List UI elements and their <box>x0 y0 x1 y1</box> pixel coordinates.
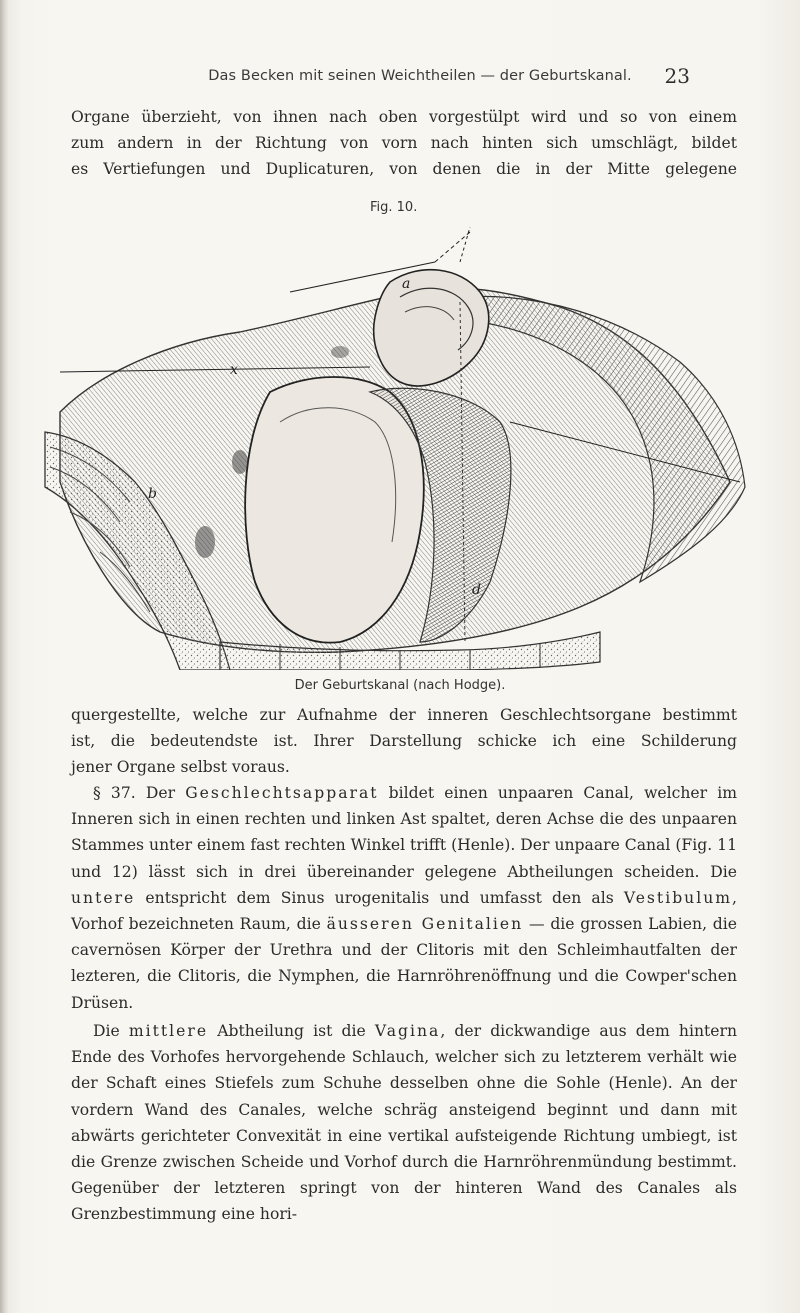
text-run: , der dickwandige aus dem hintern Ende des Vorhofes hervorgehende Schlauch, welcher sich zu letzterem verhält wie der Schaft eines Stiefels zum Schuhe desselben ohne die Sohle (Henle). An der vordern Wand des Canales, welche schräg ansteigend beginnt und dann mit abwärts gerichteter Convexität in eine vertikal aufsteigende Richtung umbiegt, ist die Grenze zwischen Scheide und Vorhof durch die Harnröhrenmündung bestimmt. Gegenüber der letzteren springt von der hinteren Wand des Canales als Grenzbestimmung eine hori- <box>71 1022 737 1224</box>
text-run: , Vorhof bezeichneten Raum, die <box>71 888 737 934</box>
emphasized-term: Vagina <box>374 1022 441 1040</box>
text-line: Organe überzieht, von ihnen nach oben vorgestülpt wird und so von einem <box>71 108 737 126</box>
label-x: x <box>230 362 238 378</box>
label-b: b <box>148 486 157 502</box>
emphasized-term: Vestibulum <box>623 888 733 907</box>
paragraph-continued <box>71 702 737 781</box>
text-run: § 37. Der <box>93 784 186 802</box>
emphasized-term: Geschlechtsapparat <box>185 784 379 802</box>
page-number: 23 <box>664 64 690 88</box>
text-run: Die <box>93 1022 129 1040</box>
emphasized-term: mittlere <box>128 1022 209 1040</box>
text-run: bildet einen unpaaren Canal, welcher im Inneren sich in einen rechten und linken Ast spaltet, deren Achse die des unpaaren Stammes unter einem fast rechten Winkel trifft (Henle). Der unpaare Canal (Fig. 11 und 12) lässt sich in drei übereinander gelegene Abtheilungen scheiden. Die <box>71 784 737 881</box>
running-title: Das Becken mit seinen Weichtheilen — der Geburtskanal. <box>208 68 632 84</box>
text-line: quergestellte, welche zur Aufnahme der inneren Geschlechtsorgane bestimmt <box>71 706 737 724</box>
text-line: zum andern in der Richtung von vorn nach hinten sich umschlägt, bildet <box>71 134 737 153</box>
section-vagina <box>71 1018 737 1228</box>
section-37-paragraph <box>71 780 737 1016</box>
text-run: — die grossen Labien, die cavernösen Körper der Urethra und der Clitoris mit den Schleimhautfalten der lezteren, die Clitoris, die Nymphen, die Harnröhrenöffnung und die Cowper'schen Drüsen. <box>71 915 737 1012</box>
anatomical-illustration <box>40 222 752 670</box>
paragraph-top <box>71 104 737 183</box>
text-line: es Vertiefungen und Duplicaturen, von denen die in der Mitte gelegene <box>71 160 737 179</box>
label-a: a <box>402 276 411 292</box>
emphasized-term: äusseren Genitalien <box>326 915 524 934</box>
figure-caption: Der Geburtskanal (nach Hodge). <box>294 678 506 693</box>
emphasized-term: untere <box>71 888 136 907</box>
book-spine-edge <box>0 0 8 1313</box>
section-37 <box>71 780 737 1016</box>
text-line: jener Organe selbst voraus. <box>71 758 290 777</box>
label-d: d <box>472 582 481 598</box>
text-run: Abtheilung ist die <box>208 1022 375 1040</box>
text-line: ist, die bedeutendste ist. Ihrer Darstellung schicke ich eine Schilderung <box>71 732 737 751</box>
figure-label: Fig. 10. <box>370 200 418 215</box>
text-run: entspricht dem Sinus urogenitalis und umfasst den als <box>135 888 624 907</box>
section-vagina-paragraph <box>71 1018 737 1228</box>
